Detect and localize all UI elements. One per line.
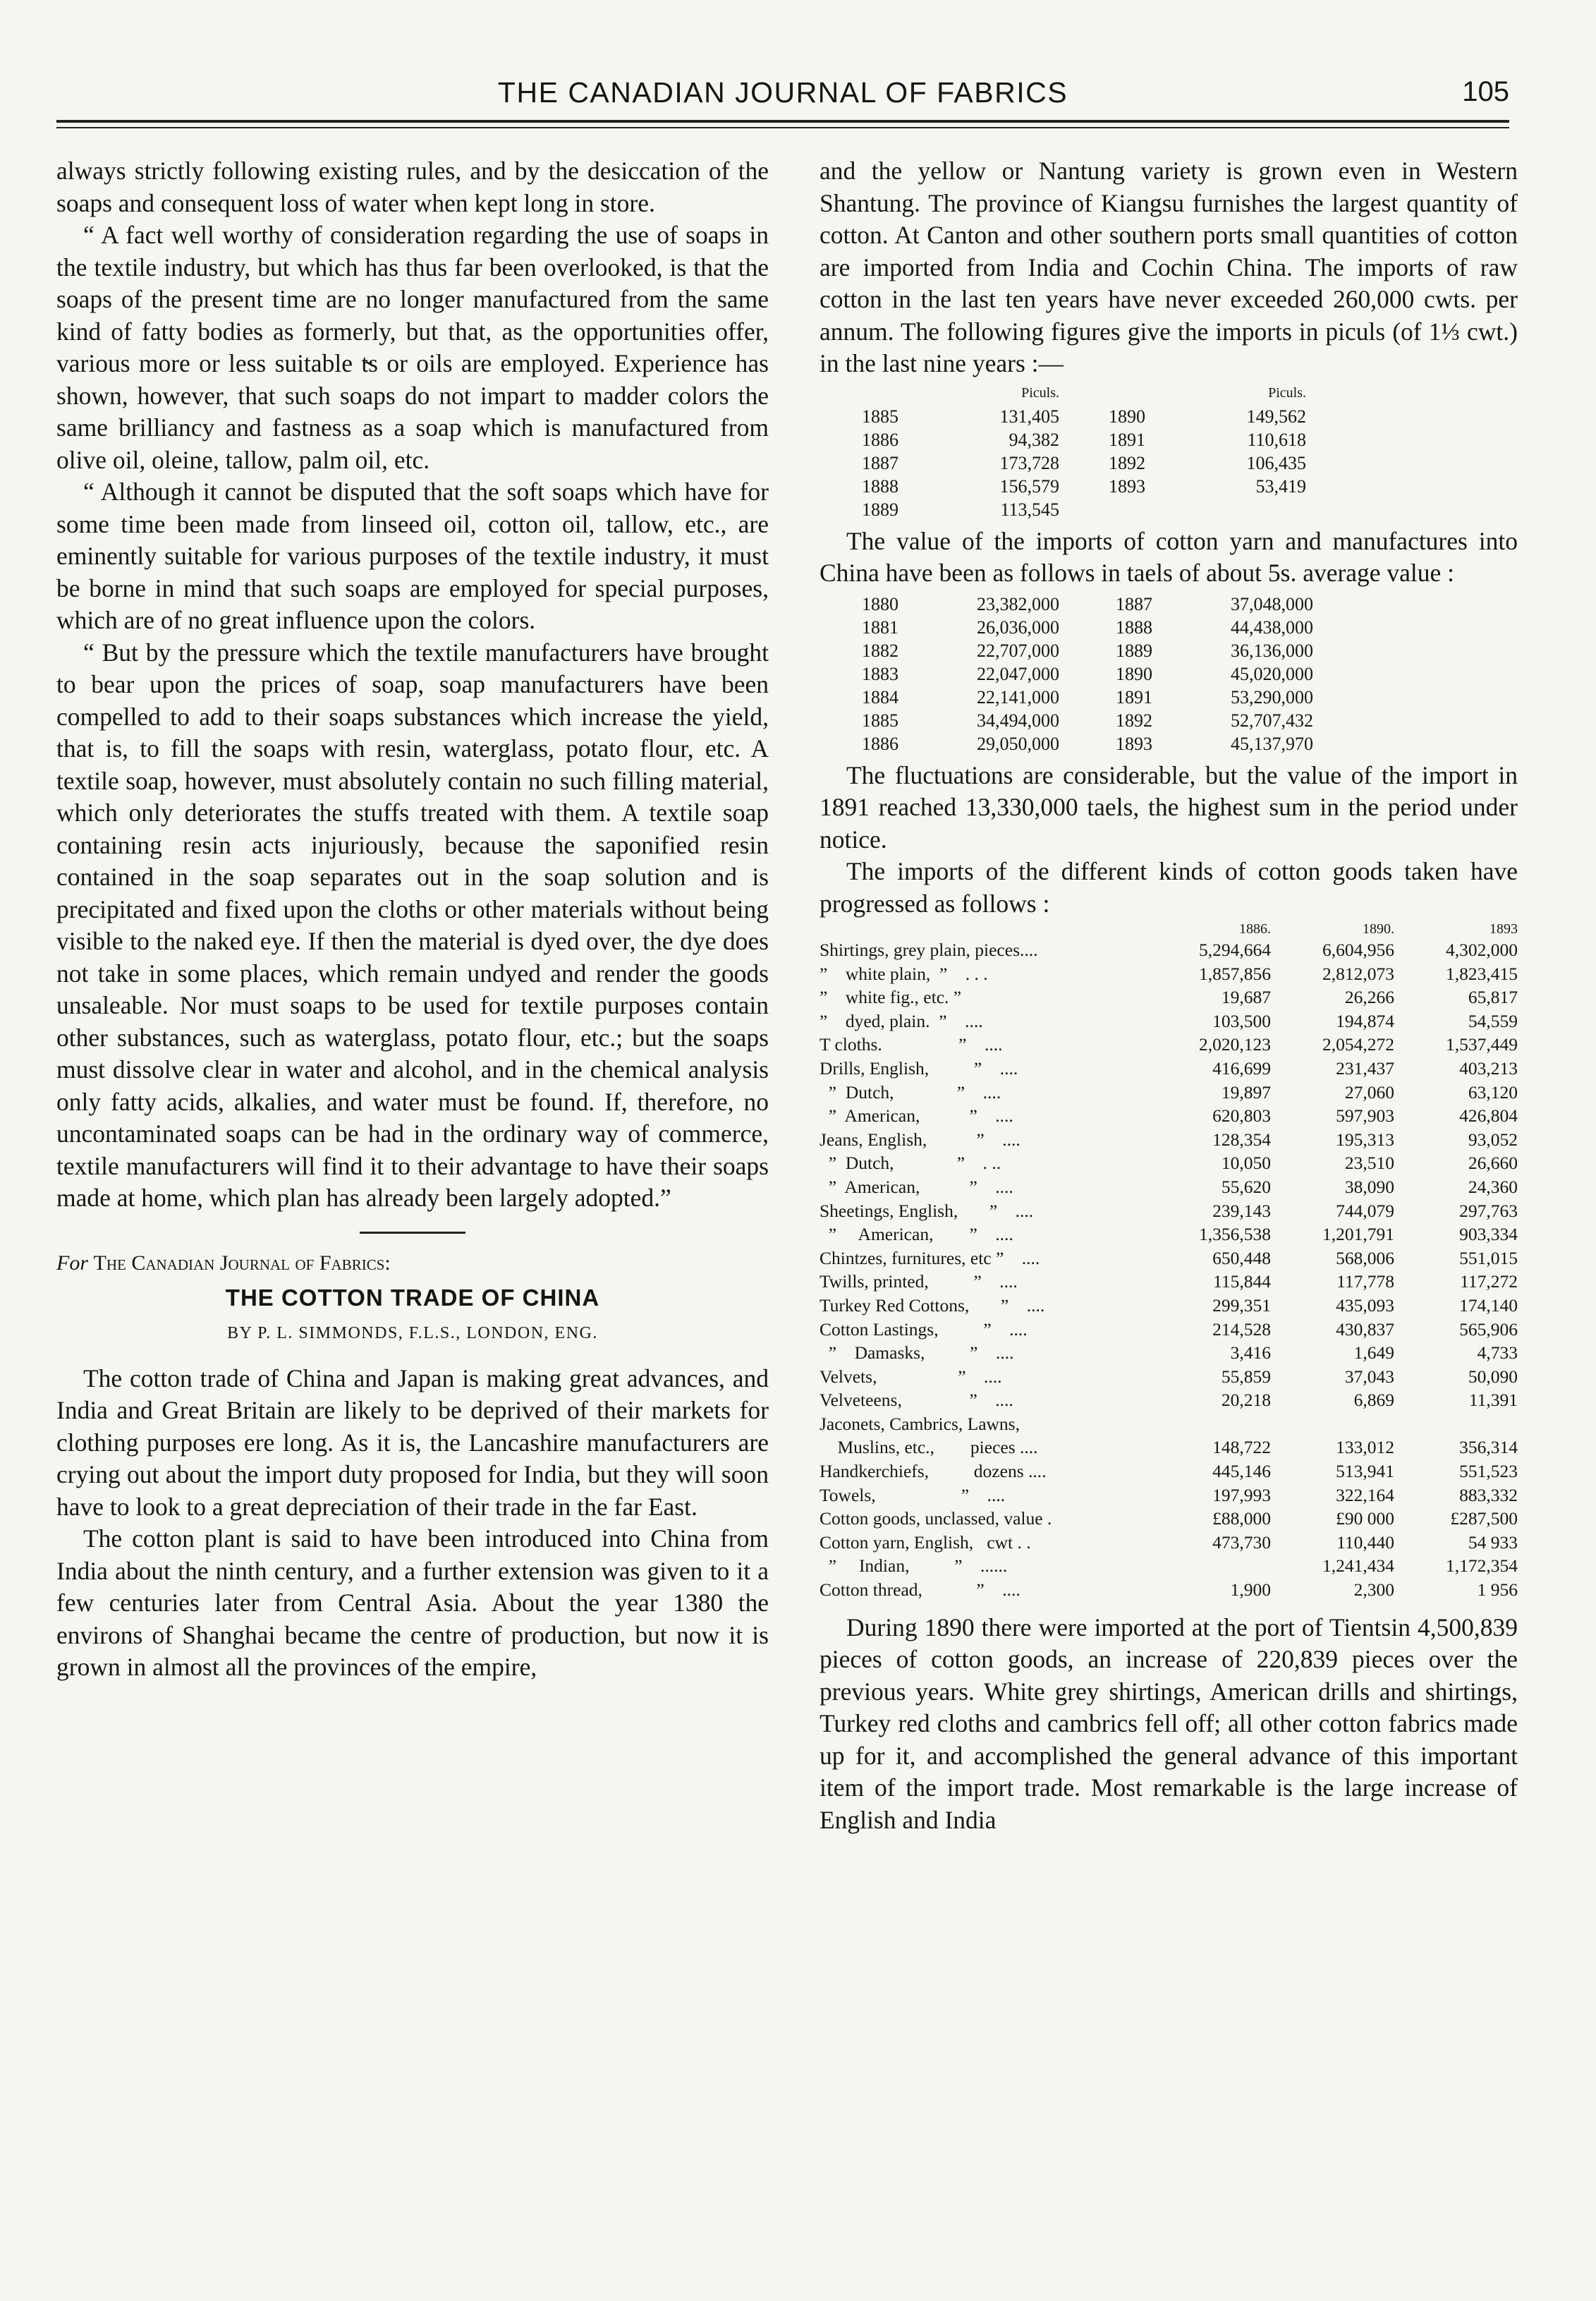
piculs-table xyxy=(862,382,1518,521)
table-row xyxy=(862,616,1313,639)
value-cell: 115,844 xyxy=(1213,1271,1271,1292)
table-row xyxy=(820,1578,1518,1602)
paragraph: and the yellow or Nantung variety is grown even in Western Shantung. The province of Kiangsu furnishes the largest quantity of cotton. At Canton and other southern ports small quantities of cotton are imported from India and Cochin China. The imports of raw cotton in the last ten years have never exceeded 260,000 cwts. per annum. The following figures give the imports in piculs (of 1⅓ cwt.) in the last nine years :— xyxy=(820,157,1518,377)
goods-item-cell: ” white plain, ” . . . xyxy=(820,963,988,984)
table-row xyxy=(820,1246,1518,1270)
value-cell: 55,620 xyxy=(1221,1176,1271,1197)
goods-item-cell: Cotton yarn, English, cwt . . xyxy=(820,1531,1031,1553)
header-rule-thick xyxy=(56,120,1509,123)
value-cell: 55,859 xyxy=(1221,1366,1271,1387)
value-cell: 22,707,000 xyxy=(977,640,1059,661)
value-cell: 11,391 xyxy=(1468,1390,1518,1411)
value-cell: 445,146 xyxy=(1212,1461,1271,1482)
goods-item-cell: ” Dutch, ” .... xyxy=(820,1081,1001,1103)
value-cell: 551,015 xyxy=(1459,1247,1518,1268)
value-cell: 131,405 xyxy=(999,406,1059,427)
table-row xyxy=(862,732,1313,755)
year-cell: 1884 xyxy=(862,686,898,708)
value-cell: 195,313 xyxy=(1336,1129,1394,1150)
value-cell: 426,804 xyxy=(1459,1105,1518,1127)
article-credit xyxy=(56,1249,769,1277)
goods-item-cell: Jeans, English, ” .... xyxy=(820,1129,1021,1150)
value-cell: 23,382,000 xyxy=(977,593,1059,614)
value-cell: 20,218 xyxy=(1221,1390,1271,1411)
credit-prefix: For xyxy=(56,1251,94,1275)
goods-item-cell: ” Damasks, ” .... xyxy=(820,1342,1014,1364)
value-cell: 4,302,000 xyxy=(1446,940,1518,960)
value-cell: 110,618 xyxy=(1247,429,1306,450)
value-cell: 194,874 xyxy=(1336,1010,1394,1031)
page-header xyxy=(56,76,1509,119)
value-cell: 473,730 xyxy=(1212,1531,1271,1553)
table-row xyxy=(862,475,1306,498)
goods-item-cell: Cotton Lastings, ” .... xyxy=(820,1318,1028,1340)
table-row xyxy=(820,1270,1518,1294)
cotton-goods-table xyxy=(820,920,1518,1602)
table-row xyxy=(820,1033,1518,1057)
goods-item-cell: Drills, English, ” .... xyxy=(820,1057,1018,1079)
table-row xyxy=(820,1507,1518,1531)
year-cell: 1886 xyxy=(862,429,898,450)
goods-rows xyxy=(820,938,1518,1602)
paragraph: During 1890 there were imported at the port of Tientsin 4,500,839 pieces of cotton goods, an increase of 220,839 pieces over the previous years. White grey shirtings, American drills and shirtings, Turkey red cloths and cambrics fell off; all other cotton fabrics made up for it, and accomplished the general advance of this important item of the import trade. Most remarkable is the large increase of English and India xyxy=(820,1613,1518,1834)
value-cell: 299,351 xyxy=(1212,1294,1271,1316)
value-cell: 24,360 xyxy=(1468,1176,1518,1197)
goods-item-cell: Velvets, ” .... xyxy=(820,1366,1002,1387)
year-cell: 1893 xyxy=(1116,733,1152,754)
value-cell: 54,559 xyxy=(1468,1010,1518,1031)
year-cell: 1891 xyxy=(1116,686,1152,708)
value-cell: 568,006 xyxy=(1336,1247,1394,1268)
value-cell: 26,660 xyxy=(1468,1153,1518,1174)
goods-item-cell: Chintzes, furnitures, etc ” .... xyxy=(820,1247,1040,1268)
year-cell: 1885 xyxy=(862,406,898,427)
value-cell: 416,699 xyxy=(1212,1057,1271,1079)
table-row xyxy=(820,1554,1518,1578)
table-row xyxy=(862,686,1313,709)
article-divider xyxy=(360,1232,465,1234)
value-cell: 1,172,354 xyxy=(1446,1555,1518,1577)
value-cell: 650,448 xyxy=(1212,1247,1271,1268)
goods-item-cell: Cotton thread, ” .... xyxy=(820,1579,1021,1601)
table-row xyxy=(820,1222,1518,1246)
value-cell: 1,649 xyxy=(1353,1342,1394,1364)
goods-item-cell: Sheetings, English, ” .... xyxy=(820,1200,1034,1221)
table-row xyxy=(820,1175,1518,1199)
value-cell xyxy=(1271,1412,1394,1436)
value-cell: 93,052 xyxy=(1468,1129,1518,1150)
table-row xyxy=(862,639,1313,662)
value-cell: 19,687 xyxy=(1221,987,1271,1008)
table-row xyxy=(820,1057,1518,1081)
value-cell: 2,300 xyxy=(1353,1579,1394,1601)
value-cell: 44,438,000 xyxy=(1231,617,1313,638)
year-cell: 1890 xyxy=(1109,406,1145,427)
value-cell: 52,707,432 xyxy=(1231,710,1313,731)
goods-item-cell: ” Dutch, ” . .. xyxy=(820,1153,1001,1174)
value-cell: 174,140 xyxy=(1459,1294,1518,1316)
value-cell: 27,060 xyxy=(1344,1081,1394,1103)
year-cell: 1888 xyxy=(862,475,898,497)
value-cell: 1,241,434 xyxy=(1322,1555,1394,1577)
table-row xyxy=(820,1199,1518,1223)
value-cell: 403,213 xyxy=(1459,1057,1518,1079)
goods-item-cell: ” dyed, plain. ” .... xyxy=(820,1010,983,1031)
value-cell: 1,900 xyxy=(1230,1579,1271,1601)
year-cell: 1892 xyxy=(1116,710,1152,731)
table-row xyxy=(820,1294,1518,1318)
goods-item-cell: Jaconets, Cambrics, Lawns, xyxy=(820,1413,1020,1434)
paragraph: “ But by the pressure which the textile manufacturers have brought to bear upon the prices of soap, soap manufacturers have been compelled to add to their soaps substances which increase the yield, that is, to fill the soaps with resin, waterglass, potato flour, etc. A textile soap, however, must absolutely contain no such filling material, which only deteriorates the stuffs treated with them. A textile soap containing resin acts injuriously, because the saponified resin contained in the soap separates out in the soap solution and is precipitated and fixed upon the cloths or other materials without being visible to the naked eye. If then the material is dyed over, the dye does not take in some places, which remain undyed and render the goods unsaleable. Nor must soaps to be used for textile purposes contain other substances, such as waterglass, potato flour, etc.; but the soaps must dissolve clear in water and alcohol, and in the chemical analysis only fatty acids, alkalies, and water must be found. If, therefore, no uncontaminated soaps can be had in the ordinary way of commerce, textile manufacturers will find it to their advantage to have their soaps made at home, which plan has already been largely adopted.” xyxy=(56,638,769,1212)
value-cell: 903,334 xyxy=(1459,1224,1518,1245)
right-column xyxy=(820,155,1518,1836)
table-row xyxy=(862,451,1306,475)
value-cell: 565,906 xyxy=(1459,1318,1518,1340)
value-cell: 133,012 xyxy=(1336,1437,1394,1458)
header-rule-thin xyxy=(56,127,1509,128)
goods-item-cell: Handkerchiefs, dozens .... xyxy=(820,1461,1047,1482)
value-cell: 26,036,000 xyxy=(977,617,1059,638)
value-cell: 45,137,970 xyxy=(1231,733,1313,754)
table-row xyxy=(820,1081,1518,1105)
year-cell: 1893 xyxy=(1109,475,1145,497)
taels-grid xyxy=(862,593,1313,755)
value-cell xyxy=(1394,1412,1518,1436)
paragraph: “ Although it cannot be disputed that the soft soaps which have for some time been made from linseed oil, cotton oil, tallow, etc., are eminently suitable for various purposes of the textile industry, it must be borne in mind that such soaps are employed for special purposes, which are of no great influence upon the colors. xyxy=(56,478,769,634)
paragraph: The cotton plant is said to have been introduced into China from India about the ninth century, and a further extension was given to it a few centuries later from Central Asia. About the year 1380 the environs of Shanghai became the centre of production, but now it is grown in almost all the provinces of the empire, xyxy=(56,1524,769,1681)
value-cell: 38,090 xyxy=(1344,1176,1394,1197)
value-cell: 19,897 xyxy=(1221,1081,1271,1103)
page-number: 105 xyxy=(1462,76,1509,107)
table-row xyxy=(820,1412,1518,1436)
value-cell: 1,537,449 xyxy=(1446,1034,1518,1055)
table-row xyxy=(820,1318,1518,1342)
value-cell: 117,778 xyxy=(1336,1271,1394,1292)
paragraph: always strictly following existing rules, and by the desiccation of the soaps and consequent loss of water when kept long in store. xyxy=(56,157,769,217)
year-cell: 1889 xyxy=(1116,640,1152,661)
year-cell: 1885 xyxy=(862,710,898,731)
value-cell: 297,763 xyxy=(1459,1200,1518,1221)
goods-item-cell: ” American, ” .... xyxy=(820,1105,1013,1127)
value-cell: 6,869 xyxy=(1353,1390,1394,1411)
year-cell: 1882 xyxy=(862,640,898,661)
table-row xyxy=(820,938,1518,962)
goods-item-cell: Twills, printed, ” .... xyxy=(820,1271,1018,1292)
table-row xyxy=(862,428,1306,451)
table-row xyxy=(820,1341,1518,1365)
value-cell: 128,354 xyxy=(1212,1129,1271,1150)
value-cell: 113,545 xyxy=(1000,499,1059,520)
value-cell: 53,290,000 xyxy=(1231,686,1313,708)
piculs-grid xyxy=(862,382,1306,521)
value-cell: 2,812,073 xyxy=(1322,963,1394,984)
value-cell: 54 933 xyxy=(1468,1531,1518,1553)
goods-item-cell: ” white fig., etc. ” xyxy=(820,987,962,1008)
value-cell: 110,440 xyxy=(1336,1531,1394,1553)
value-cell: 173,728 xyxy=(999,452,1059,473)
value-cell: £88,000 xyxy=(1212,1508,1271,1529)
value-cell: 156,579 xyxy=(999,475,1059,497)
value-cell: 4,733 xyxy=(1477,1342,1518,1364)
table-row xyxy=(820,1151,1518,1175)
value-cell: 29,050,000 xyxy=(977,733,1059,754)
goods-item-cell: Turkey Red Cottons, ” .... xyxy=(820,1294,1045,1316)
paragraph: “ A fact well worthy of consideration regarding the use of soaps in the textile industry, but which has thus far been overlooked, is that the soaps of the present time are no longer manufactured from the same kind of fatty bodies as formerly, but that, as the opportunities offer, various more or less suitable t̴s or oils are employed. Experience has shown, however, that such soaps do not impart to madder colors the same brilliancy and fastness as a soap which is manufactured from olive oil, oleine, tallow, palm oil, etc. xyxy=(56,221,769,474)
table-row xyxy=(820,1104,1518,1128)
year-cell: 1887 xyxy=(1116,593,1152,614)
year-cell: 1891 xyxy=(1109,429,1145,450)
table-row xyxy=(820,985,1518,1009)
year-cell: 1888 xyxy=(1116,617,1152,638)
value-cell: 106,435 xyxy=(1246,452,1306,473)
year-header: 1886. xyxy=(1239,921,1271,937)
table-row xyxy=(820,1388,1518,1412)
value-cell: 22,141,000 xyxy=(977,686,1059,708)
table-row xyxy=(820,962,1518,986)
table-row xyxy=(820,1128,1518,1152)
value-cell: 197,993 xyxy=(1212,1484,1271,1505)
value-cell: 430,837 xyxy=(1336,1318,1394,1340)
piculs-unit-right: Piculs. xyxy=(1268,384,1306,401)
value-cell: 6,604,956 xyxy=(1322,940,1394,960)
value-cell: 23,510 xyxy=(1344,1153,1394,1174)
table-row xyxy=(820,1009,1518,1033)
value-cell: £287,500 xyxy=(1450,1508,1518,1529)
value-cell: 883,332 xyxy=(1459,1484,1518,1505)
goods-item-cell: T cloths. ” .... xyxy=(820,1034,1003,1055)
value-cell: 3,416 xyxy=(1230,1342,1271,1364)
table-row xyxy=(820,1459,1518,1483)
value-cell: 37,048,000 xyxy=(1231,593,1313,614)
journal-title: THE CANADIAN JOURNAL OF FABRICS xyxy=(497,76,1068,109)
paragraph: The fluctuations are considerable, but the value of the import in 1891 reached 13,330,000 taels, the highest sum in the period under notice. xyxy=(820,760,1518,854)
value-cell: 36,136,000 xyxy=(1231,640,1313,661)
value-cell: 45,020,000 xyxy=(1231,663,1313,684)
value-cell: 239,143 xyxy=(1212,1200,1271,1221)
value-cell: £90 000 xyxy=(1336,1508,1394,1529)
value-cell: 1,823,415 xyxy=(1446,963,1518,984)
year-cell: 1880 xyxy=(862,593,898,614)
year-cell: 1890 xyxy=(1116,663,1152,684)
goods-item-cell: ” American, ” .... xyxy=(820,1176,1013,1197)
value-cell: 2,054,272 xyxy=(1322,1034,1394,1055)
value-cell: 435,093 xyxy=(1336,1294,1394,1316)
value-cell: 34,494,000 xyxy=(977,710,1059,731)
year-cell: 1881 xyxy=(862,617,898,638)
year-cell: 1886 xyxy=(862,733,898,754)
value-cell: 620,803 xyxy=(1212,1105,1271,1127)
value-cell: 53,419 xyxy=(1255,475,1306,497)
value-cell: 37,043 xyxy=(1344,1366,1394,1387)
table-row xyxy=(862,498,1306,521)
paragraph: The imports of the different kinds of cotton goods taken have progressed as follows : xyxy=(820,857,1518,918)
table-row xyxy=(862,405,1306,428)
goods-item-cell: Shirtings, grey plain, pieces.... xyxy=(820,940,1038,960)
table-row xyxy=(820,1365,1518,1389)
value-cell: 149,562 xyxy=(1246,406,1306,427)
value-cell: 103,500 xyxy=(1212,1010,1271,1031)
value-cell: 356,314 xyxy=(1459,1437,1518,1458)
goods-item-cell: Towels, ” .... xyxy=(820,1484,1006,1505)
value-cell: 148,722 xyxy=(1212,1437,1271,1458)
value-cell xyxy=(1151,1412,1271,1436)
taels-table xyxy=(862,593,1518,755)
goods-item-cell: ” American, ” .... xyxy=(820,1224,1013,1245)
article-byline: BY P. L. SIMMONDS, F.L.S., LONDON, ENG. xyxy=(227,1324,598,1342)
year-header: 1893 xyxy=(1490,921,1518,937)
value-cell: 1 956 xyxy=(1477,1579,1518,1601)
value-cell: 5,294,664 xyxy=(1199,940,1271,960)
piculs-unit-left: Piculs. xyxy=(1021,384,1059,401)
value-cell: 513,941 xyxy=(1336,1461,1394,1482)
value-cell: 10,050 xyxy=(1221,1153,1271,1174)
table-row xyxy=(820,1531,1518,1555)
credit-journal: The Canadian Journal of Fabrics: xyxy=(93,1251,391,1275)
value-cell: 63,120 xyxy=(1468,1081,1518,1103)
value-cell: 551,523 xyxy=(1459,1461,1518,1482)
value-cell: 214,528 xyxy=(1212,1318,1271,1340)
value-cell: 94,382 xyxy=(1009,429,1059,450)
value-cell: 2,020,123 xyxy=(1199,1034,1271,1055)
year-cell: 1889 xyxy=(862,499,898,520)
value-cell: 1,356,538 xyxy=(1199,1224,1271,1245)
year-header: 1890. xyxy=(1363,921,1394,937)
paragraph: The cotton trade of China and Japan is making great advances, and India and Great Britain are likely to be deprived of their markets for clothing purposes ere long. As it is, the Lancashire manufacturers are crying out about the import duty proposed for India, but they will soon have to look to a great depreciation of their trade in the far East. xyxy=(56,1364,769,1521)
table-row xyxy=(862,709,1313,732)
value-cell: 1,201,791 xyxy=(1322,1224,1394,1245)
paragraph: The value of the imports of cotton yarn and manufactures into China have been as follows in taels of about 5s. average value : xyxy=(820,526,1518,587)
value-cell: 22,047,000 xyxy=(977,663,1059,684)
goods-header-row xyxy=(820,920,1518,938)
year-cell: 1892 xyxy=(1109,452,1145,473)
value-cell: 65,817 xyxy=(1468,987,1518,1008)
year-cell: 1887 xyxy=(862,452,898,473)
value-cell: 597,903 xyxy=(1336,1105,1394,1127)
value-cell: 231,437 xyxy=(1336,1057,1394,1079)
table-row xyxy=(820,1435,1518,1459)
goods-item-cell: Velveteens, ” .... xyxy=(820,1390,1013,1411)
table-row xyxy=(862,662,1313,686)
value-cell: 50,090 xyxy=(1468,1366,1518,1387)
value-cell: 322,164 xyxy=(1336,1484,1394,1505)
value-cell xyxy=(1151,1554,1271,1578)
value-cell: 26,266 xyxy=(1344,987,1394,1008)
table-row xyxy=(862,593,1313,616)
goods-item-cell: Muslins, etc., pieces .... xyxy=(820,1437,1038,1458)
goods-item-cell: Cotton goods, unclassed, value . xyxy=(820,1508,1052,1529)
value-cell: 1,857,856 xyxy=(1199,963,1271,984)
value-cell: 117,272 xyxy=(1460,1271,1518,1292)
table-row xyxy=(820,1483,1518,1507)
left-column xyxy=(56,155,769,1684)
goods-item-cell: ” Indian, ” ...... xyxy=(820,1555,1008,1577)
year-cell: 1883 xyxy=(862,663,898,684)
value-cell: 744,079 xyxy=(1336,1200,1394,1221)
article-title: THE COTTON TRADE OF CHINA xyxy=(225,1284,600,1311)
